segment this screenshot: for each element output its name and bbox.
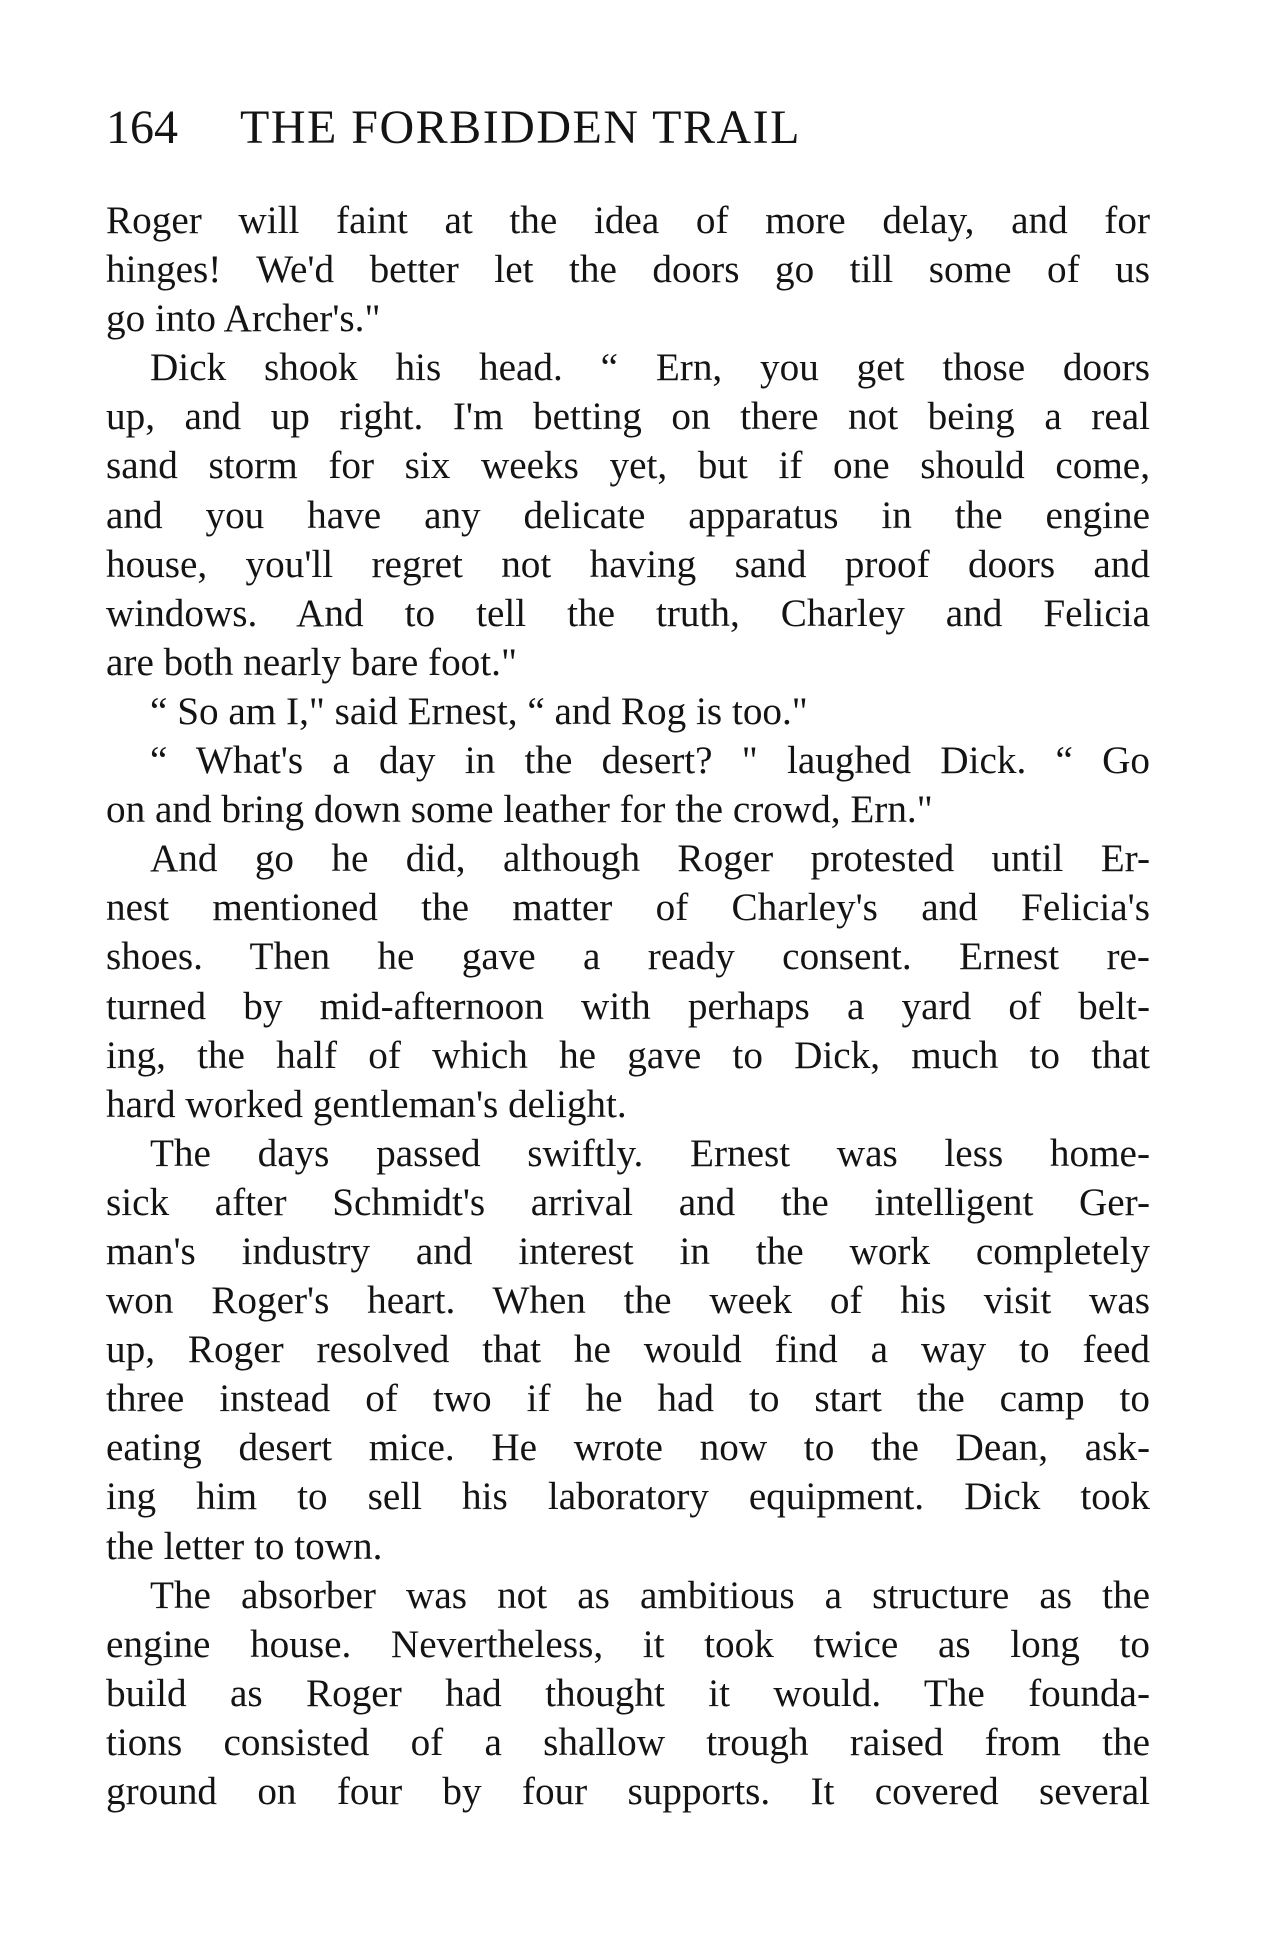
text-line: the letter to town. [106, 1524, 383, 1568]
text-line: shoes. Then he gave a ready consent. Ernest re- [106, 935, 1150, 979]
text-line: windows. And to tell the truth, Charley and Felicia [106, 591, 1150, 635]
text-line: Roger will faint at the idea of more delay, and for [106, 199, 1150, 242]
text-line: ground on four by four supports. It covered several [106, 1770, 1150, 1813]
running-head [106, 100, 1156, 160]
text-line: house, you'll regret not having sand proof doors and [106, 542, 1150, 586]
text-line: build as Roger had thought it would. The founda- [106, 1671, 1150, 1715]
text-line: hard worked gentleman's delight. [106, 1082, 627, 1126]
text-line: And go he did, although Roger protested until Er- [150, 837, 1150, 881]
text-line: engine house. Nevertheless, it took twice as long to [106, 1622, 1150, 1666]
body-text [106, 196, 1150, 1816]
text-line: sick after Schmidt's arrival and the intelligent Ger- [106, 1180, 1150, 1224]
text-line: turned by mid-afternoon with perhaps a yard of belt- [106, 984, 1150, 1028]
text-line: sand storm for six weeks yet, but if one should come, [106, 444, 1150, 488]
text-line: and you have any delicate apparatus in the engine [106, 493, 1150, 537]
text-line: go into Archer's." [106, 297, 381, 341]
text-line: The days passed swiftly. Ernest was less home- [150, 1131, 1150, 1175]
text-line: “ So am I," said Ernest, “ and Rog is too." [150, 689, 808, 733]
text-line: three instead of two if he had to start the camp to [106, 1377, 1150, 1421]
text-line: tions consisted of a shallow trough raised from the [106, 1720, 1150, 1764]
text-line: Dick shook his head. “ Ern, you get those doors [150, 346, 1150, 390]
text-line: hinges! We'd better let the doors go till some of us [106, 248, 1150, 292]
text-line: up, and up right. I'm betting on there not being a real [106, 395, 1150, 439]
text-line: on and bring down some leather for the crowd, Ern." [106, 788, 933, 832]
page-number: 164 [106, 101, 178, 154]
text-line: The absorber was not as ambitious a structure as the [150, 1573, 1150, 1617]
text-line: “ What's a day in the desert? " laughed Dick. “ Go [150, 739, 1150, 783]
text-line: are both nearly bare foot." [106, 640, 517, 684]
text-line: nest mentioned the matter of Charley's and Felicia's [106, 886, 1150, 930]
text-line: won Roger's heart. When the week of his visit was [106, 1279, 1150, 1323]
text-line: eating desert mice. He wrote now to the Dean, ask- [106, 1426, 1150, 1470]
running-title: THE FORBIDDEN TRAIL [240, 101, 801, 154]
text-line: up, Roger resolved that he would find a way to feed [106, 1328, 1150, 1372]
text-line: ing him to sell his laboratory equipment. Dick took [106, 1475, 1150, 1519]
text-line: man's industry and interest in the work completely [106, 1229, 1150, 1273]
text-line: ing, the half of which he gave to Dick, much to that [106, 1033, 1150, 1077]
